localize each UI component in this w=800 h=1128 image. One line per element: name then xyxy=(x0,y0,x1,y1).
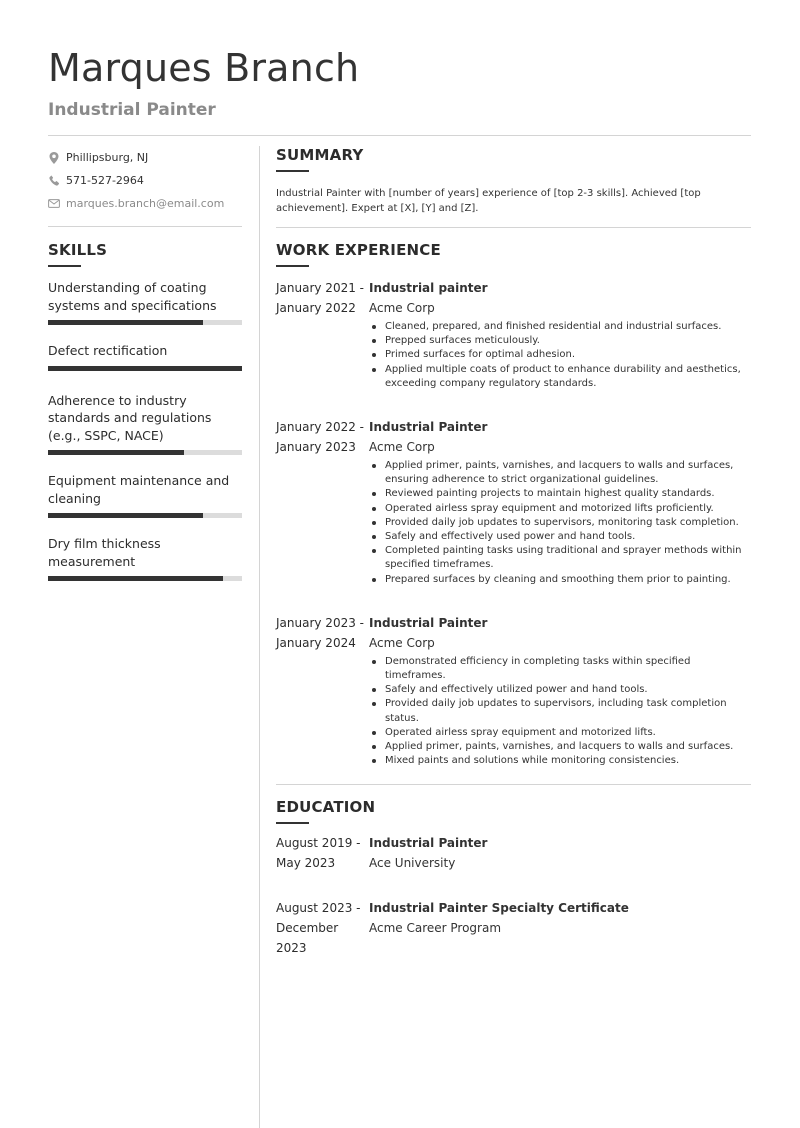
skill-level-bar xyxy=(48,366,242,371)
skill-name: Dry film thickness measurement xyxy=(48,536,161,569)
skill-level-bar xyxy=(48,320,242,325)
job-company: Acme Corp xyxy=(369,301,435,315)
summary-heading-underline xyxy=(276,170,309,172)
job-bullet: Provided daily job updates to supervisors, including task completion status. xyxy=(369,697,751,725)
skill-level-fill xyxy=(48,366,242,371)
education-date-end: December 2023 xyxy=(276,921,339,956)
education-dates xyxy=(276,898,369,958)
skill-name: Defect rectification xyxy=(48,343,168,358)
skill-item xyxy=(48,535,242,581)
job-details xyxy=(369,417,751,587)
envelope-icon xyxy=(48,198,60,210)
job-bullets xyxy=(369,320,751,391)
candidate-name: Marques Branch xyxy=(48,46,360,90)
education-dates xyxy=(276,833,369,873)
column-divider xyxy=(259,146,260,1128)
skill-name: Equipment maintenance and cleaning xyxy=(48,473,230,506)
summary-heading: SUMMARY xyxy=(276,146,364,164)
job-bullet: Demonstrated efficiency in completing tasks within specified timeframes. xyxy=(369,655,751,683)
job-title: Industrial painter xyxy=(369,281,488,295)
main-content xyxy=(276,146,751,958)
summary-divider xyxy=(276,227,751,228)
experience-divider xyxy=(276,784,751,785)
education-date-end: May 2023 xyxy=(276,856,336,871)
job-entry xyxy=(276,278,751,391)
job-entry xyxy=(276,417,751,587)
email-text[interactable]: marques.branch@email.com xyxy=(66,197,225,210)
job-bullet: Cleaned, prepared, and finished residential and industrial surfaces. xyxy=(369,320,751,334)
job-entry xyxy=(276,613,751,769)
contact-location xyxy=(48,146,242,169)
job-bullet: Safely and effectively utilized power and hand tools. xyxy=(369,683,751,697)
job-bullet: Applied primer, paints, varnishes, and lacquers to walls and surfaces. xyxy=(369,740,751,754)
skill-name: Understanding of coating systems and specifications xyxy=(48,280,217,313)
skill-level-bar xyxy=(48,576,242,581)
job-bullets xyxy=(369,459,751,587)
education-title: Industrial Painter Specialty Certificate xyxy=(369,901,629,916)
job-bullets xyxy=(369,655,751,769)
map-pin-icon xyxy=(48,152,60,164)
contact-phone xyxy=(48,169,242,192)
skill-item xyxy=(48,279,242,325)
education-details xyxy=(369,833,751,873)
job-dates xyxy=(276,613,369,769)
job-bullet: Completed painting tasks using traditional and sprayer methods within specified timeframes. xyxy=(369,544,751,572)
education-entry xyxy=(276,898,751,958)
job-bullet: Reviewed painting projects to maintain highest quality standards. xyxy=(369,487,751,501)
job-title: Industrial Painter xyxy=(369,420,488,435)
candidate-role: Industrial Painter xyxy=(48,100,216,120)
job-dates xyxy=(276,278,369,391)
phone-text: 571-527-2964 xyxy=(66,174,144,187)
job-bullet: Applied primer, paints, varnishes, and lacquers to walls and surfaces, ensuring adherence to strict organizational guidelines. xyxy=(369,459,751,487)
job-bullet: Applied multiple coats of product to enhance durability and aesthetics, exceeding company regulatory standards. xyxy=(369,363,751,391)
phone-icon xyxy=(48,175,60,187)
job-bullet: Provided daily job updates to supervisors, monitoring task completion. xyxy=(369,516,751,530)
location-text: Phillipsburg, NJ xyxy=(66,151,149,164)
job-date-start: January 2023 - xyxy=(276,615,364,630)
education-date-start: August 2019 - xyxy=(276,836,361,851)
skill-level-fill xyxy=(48,450,184,455)
education-heading: EDUCATION xyxy=(276,798,376,817)
job-bullet: Mixed paints and solutions while monitoring consistencies. xyxy=(369,754,751,768)
job-bullet: Operated airless spray equipment and motorized lifts proficiently. xyxy=(369,502,751,516)
job-date-end: January 2023 xyxy=(276,440,356,455)
education-school: Ace University xyxy=(369,856,456,871)
job-company: Acme Corp xyxy=(369,440,435,455)
job-date-start: January 2022 - xyxy=(276,420,364,435)
education-details xyxy=(369,898,751,958)
job-details xyxy=(369,278,751,391)
experience-heading-underline xyxy=(276,265,309,267)
job-bullet: Prepared surfaces by cleaning and smoothing them prior to painting. xyxy=(369,573,751,587)
skill-level-fill xyxy=(48,576,223,581)
skill-level-bar xyxy=(48,450,242,455)
header-divider xyxy=(48,135,751,136)
skill-level-fill xyxy=(48,513,203,518)
skills-heading-underline xyxy=(48,265,81,267)
skill-item xyxy=(48,342,242,371)
education-date-start: August 2023 - xyxy=(276,901,361,916)
summary-text: Industrial Painter with [number of years] experience of [top 2-3 skills]. Achieved [top achievement]. Expert at [X], [Y] and [Z]. xyxy=(276,188,701,214)
experience-heading: WORK EXPERIENCE xyxy=(276,241,441,259)
job-bullet: Primed surfaces for optimal adhesion. xyxy=(369,348,751,362)
sidebar xyxy=(48,146,242,581)
skill-item xyxy=(48,392,242,456)
job-title: Industrial Painter xyxy=(369,615,488,630)
job-date-end: January 2024 xyxy=(276,635,356,650)
job-bullet: Operated airless spray equipment and motorized lifts. xyxy=(369,726,751,740)
education-title: Industrial Painter xyxy=(369,836,488,851)
skill-name: Adherence to industry standards and regulations (e.g., SSPC, NACE) xyxy=(48,392,212,443)
education-school: Acme Career Program xyxy=(369,921,502,936)
job-bullet: Safely and effectively used power and hand tools. xyxy=(369,530,751,544)
skills-heading: SKILLS xyxy=(48,241,108,259)
skill-level-bar xyxy=(48,513,242,518)
education-entry xyxy=(276,833,751,873)
contact-email xyxy=(48,192,242,215)
skill-level-fill xyxy=(48,320,203,325)
job-date-start: January 2021 - xyxy=(276,281,364,295)
job-bullet: Prepped surfaces meticulously. xyxy=(369,334,751,348)
job-details xyxy=(369,613,751,769)
job-date-end: January 2022 xyxy=(276,301,356,315)
job-company: Acme Corp xyxy=(369,635,435,650)
skill-item xyxy=(48,472,242,518)
job-dates xyxy=(276,417,369,587)
education-heading-underline xyxy=(276,822,309,824)
sidebar-divider xyxy=(48,226,242,227)
